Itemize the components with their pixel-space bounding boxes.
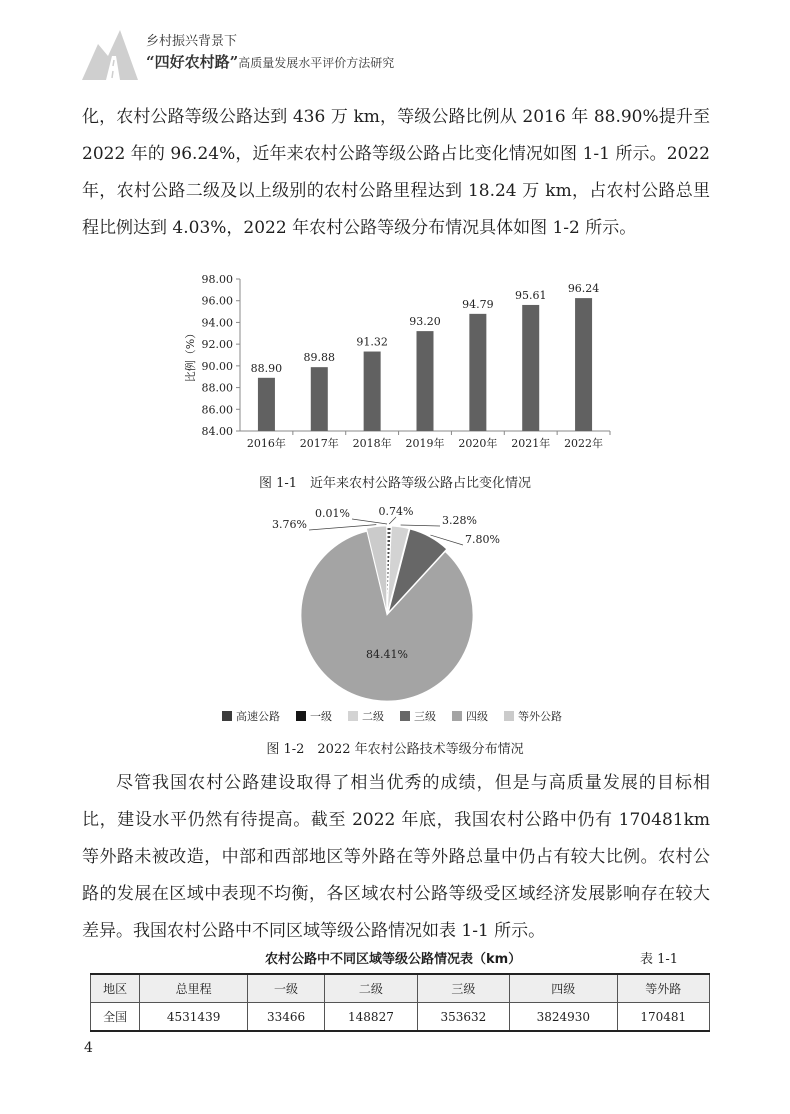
header-line-2: [146, 51, 394, 72]
table-header-cell: 二级: [325, 974, 417, 1003]
bar-value-label: 89.88: [303, 351, 336, 365]
region-grade-table: [90, 973, 710, 1032]
pie-legend: [222, 708, 562, 724]
legend-item: [452, 708, 488, 724]
table-header-row: [91, 974, 710, 1003]
table-cell: 4531439: [140, 1003, 248, 1032]
legend-label: 三级: [414, 710, 436, 723]
table-number: 表 1-1: [640, 952, 679, 967]
pie-leader-line: [401, 525, 440, 526]
grade-road-ratio-bar-chart: [180, 263, 620, 463]
bar-value-label: 93.20: [409, 315, 441, 329]
y-tick-label: 94.00: [201, 316, 233, 330]
x-tick-label: 2022年: [564, 437, 604, 450]
pie-leader-line: [389, 517, 396, 524]
bar-value-label: 96.24: [567, 282, 600, 296]
pie-value-label: 84.41%: [366, 648, 408, 661]
y-tick-label: 90.00: [201, 359, 233, 373]
header-line-1: 乡村振兴背景下: [146, 34, 238, 49]
running-header: [82, 26, 602, 90]
pie-value-label: 3.28%: [442, 514, 477, 527]
mountain-road-logo: [82, 26, 138, 80]
legend-swatch: [296, 711, 306, 721]
x-tick-label: 2021年: [511, 437, 551, 450]
y-tick-label: 98.00: [201, 273, 233, 286]
legend-item: [222, 708, 280, 724]
legend-swatch: [348, 711, 358, 721]
header-book-title: “四好农村路”: [146, 53, 239, 71]
legend-label: 四级: [466, 710, 488, 723]
legend-item: [296, 708, 332, 724]
legend-item: [504, 708, 562, 724]
pie-value-label: 0.74%: [378, 505, 414, 518]
bar-value-label: 94.79: [462, 297, 494, 311]
table-cell: 全国: [91, 1003, 140, 1032]
legend-label: 等外公路: [518, 710, 562, 723]
table-cell: 33466: [247, 1003, 324, 1032]
x-tick-label: 2020年: [458, 437, 498, 450]
bar: [364, 352, 381, 431]
table-header-cell: 一级: [247, 974, 324, 1003]
pie-value-label: 7.80%: [465, 533, 500, 546]
table-cell: 3824930: [510, 1003, 618, 1032]
pie-leader-line: [309, 525, 376, 530]
table-cell: 170481: [617, 1003, 709, 1032]
bar: [522, 305, 539, 431]
page-number: 4: [84, 1040, 93, 1056]
body-paragraph-1: 化，农村公路等级公路达到 436 万 km，等级公路比例从 2016 年 88.90%提升至 2022 年的 96.24%，近年来农村公路等级公路占比变化情况如图 1-1 所示。2022 年，农村公路二级及以上级别的农村公路里程达到 18.24 万 km，占农村公路总里程比例达到 4.03%，2022 年农村公路等级分布情况具体如图 1-2 所示。: [82, 107, 710, 238]
bar: [311, 367, 328, 431]
legend-item: [400, 708, 436, 724]
figure-1-2-caption: 图 1-2 2022 年农村公路技术等级分布情况: [266, 742, 524, 757]
legend-label: 高速公路: [236, 710, 280, 723]
legend-swatch: [504, 711, 514, 721]
bar: [258, 378, 275, 431]
legend-item: [348, 708, 384, 724]
road-grade-pie-chart: [200, 500, 590, 705]
bar: [417, 331, 434, 431]
table-title: 农村公路中不同区域等级公路情况表（km）: [265, 952, 522, 967]
y-tick-label: 86.00: [201, 403, 233, 417]
y-tick-label: 92.00: [201, 338, 233, 352]
pie-value-label: 3.76%: [272, 518, 307, 531]
legend-label: 二级: [362, 710, 384, 723]
legend-swatch: [400, 711, 410, 721]
x-tick-label: 2017年: [299, 437, 339, 450]
legend-swatch: [222, 711, 232, 721]
bar: [469, 314, 486, 431]
pie-leader-line: [352, 519, 387, 524]
y-axis-label: 比例（%）: [184, 327, 197, 383]
legend-swatch: [452, 711, 462, 721]
table-cell: 148827: [325, 1003, 417, 1032]
table-header-cell: 总里程: [140, 974, 248, 1003]
header-subtitle: 高质量发展水平评价方法研究: [238, 56, 395, 70]
y-tick-label: 84.00: [201, 425, 233, 438]
x-tick-label: 2019年: [405, 437, 445, 450]
bar-value-label: 88.90: [250, 361, 283, 375]
legend-label: 一级: [310, 710, 332, 723]
table-header-cell: 地区: [91, 974, 140, 1003]
x-tick-label: 2018年: [352, 437, 392, 450]
table-header-cell: 四级: [510, 974, 618, 1003]
table-row: [91, 1003, 710, 1032]
pie-value-label: 0.01%: [315, 507, 350, 520]
y-tick-label: 96.00: [201, 294, 233, 308]
x-tick-label: 2016年: [246, 437, 286, 450]
table-cell: 353632: [417, 1003, 509, 1032]
body-paragraph-2: 尽管我国农村公路建设取得了相当优秀的成绩，但是与高质量发展的目标相比，建设水平仍然有待提高。截至 2022 年底，我国农村公路中仍有 170481km 等外路未被改造，中部和西部地区等外路在等外路总量中仍占有较大比例。农村公路的发展在区域中表现不均衡，各区域农村公路等级受区域经济发展影响存在较大差异。我国农村公路中不同区域等级公路情况如表 1-1 所示。: [82, 773, 710, 941]
table-header-cell: 等外路: [617, 974, 709, 1003]
table-header-cell: 三级: [417, 974, 509, 1003]
bar: [575, 298, 592, 431]
figure-1-1-caption: 图 1-1 近年来农村公路等级公路占比变化情况: [258, 476, 532, 491]
bar-value-label: 95.61: [514, 288, 547, 302]
y-tick-label: 88.00: [201, 381, 233, 395]
bar-value-label: 91.32: [356, 335, 388, 349]
